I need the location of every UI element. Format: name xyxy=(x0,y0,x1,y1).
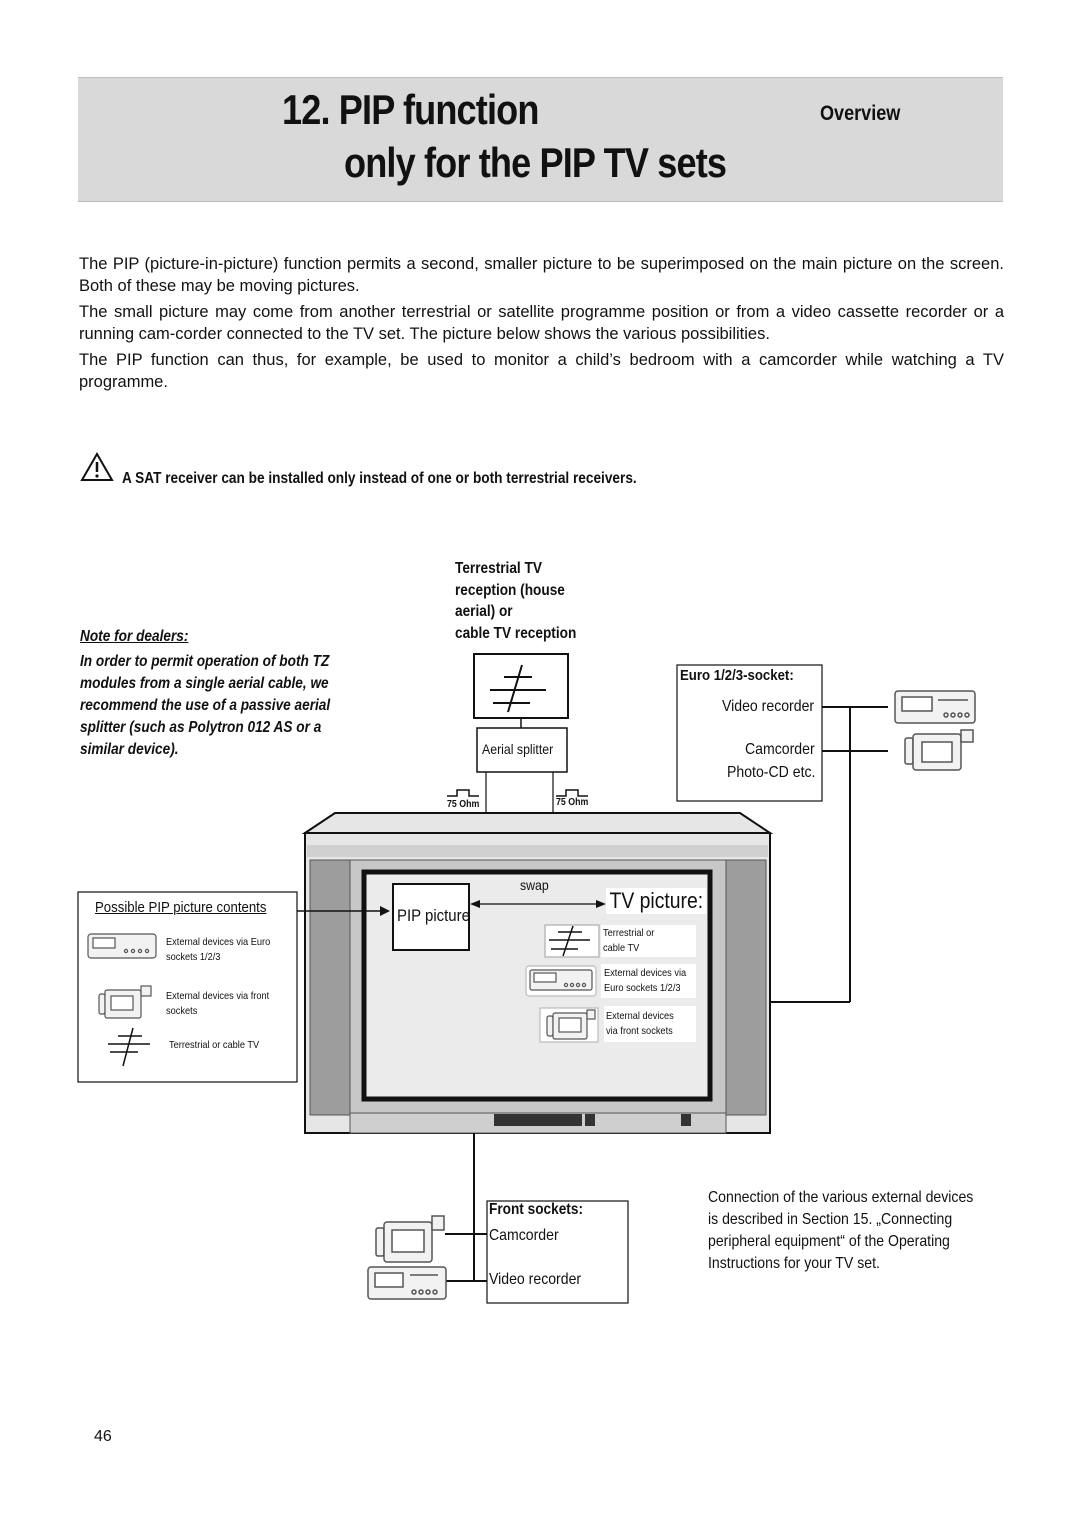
intro-paragraph-3: The PIP function can thus, for example, be used to monitor a child’s bedroom with a camcorder while watching a TV programme. xyxy=(79,351,1004,391)
terrestrial-label-line: cable TV reception xyxy=(455,624,577,642)
screen-label-line: via front sockets xyxy=(606,1025,673,1037)
camcorder-icon xyxy=(905,730,973,770)
screen-label-line: Terrestrial or xyxy=(603,927,655,939)
screen-label-line: cable TV xyxy=(603,942,640,954)
euro-video-recorder-label: Video recorder xyxy=(722,698,815,715)
screen-label-line: External devices xyxy=(606,1010,674,1022)
dealer-note-heading: Note for dealers: xyxy=(80,628,189,645)
screen-label-line: External devices via xyxy=(604,967,687,979)
tv-picture-label: TV picture: xyxy=(606,888,707,914)
terrestrial-icon xyxy=(545,925,599,957)
intro-paragraph-2: The small picture may come from another terrestrial or satellite programme position or from a video cassette recorder or a running cam-corder connected to the TV set. The picture below shows the various possibilities. xyxy=(79,303,1004,343)
pip-contents-euro-devices xyxy=(166,935,270,965)
euro-socket-heading: Euro 1/2/3-socket: xyxy=(680,667,794,684)
dealer-note-line: splitter (such as Polytron 012 AS or a xyxy=(80,719,322,736)
overview-label: Overview xyxy=(820,102,901,125)
euro-camcorder-label: Camcorder xyxy=(745,741,815,758)
euro-photo-cd-label: Photo-CD etc. xyxy=(727,764,816,781)
pip-picture-label: PIP picture xyxy=(397,906,470,925)
front-camcorder-label: Camcorder xyxy=(489,1227,559,1244)
swap-label: swap xyxy=(520,877,549,893)
connection-note-line: is described in Section 15. „Connecting xyxy=(708,1211,953,1228)
screen-euro-devices-label xyxy=(604,966,686,996)
video-recorder-icon xyxy=(526,966,596,996)
warning-text: A SAT receiver can be installed only instead of one or both terrestrial receivers. xyxy=(122,470,637,487)
video-recorder-icon xyxy=(895,691,975,723)
pip-contents-terrestrial: Terrestrial or cable TV xyxy=(169,1039,260,1051)
connection-note-line: peripheral equipment“ of the Operating xyxy=(708,1233,950,1250)
screen-label-line: Euro sockets 1/2/3 xyxy=(604,982,681,994)
ohm-right-label: 75 Ohm xyxy=(556,797,589,808)
pip-contents-line: External devices via front xyxy=(166,990,270,1002)
dealer-note-line: In order to permit operation of both TZ xyxy=(80,653,330,670)
pip-contents-heading: Possible PIP picture contents xyxy=(95,899,267,916)
dealer-note-line: recommend the use of a passive aerial xyxy=(80,697,331,714)
screen-front-devices-label xyxy=(606,1009,674,1039)
pip-contents-front-devices xyxy=(166,989,269,1019)
terrestrial-label-line: Terrestrial TV xyxy=(455,560,542,577)
pip-contents-line: sockets xyxy=(166,1005,198,1017)
connection-note-line: Connection of the various external devices xyxy=(708,1189,974,1206)
terrestrial-label-line: reception (house xyxy=(455,581,565,599)
ohm-left-label: 75 Ohm xyxy=(447,799,480,810)
page-number: 46 xyxy=(94,1428,112,1445)
pip-contents-line: sockets 1/2/3 xyxy=(166,951,221,963)
dealer-note-line: modules from a single aerial cable, we xyxy=(80,675,329,692)
dealer-note-line: similar device). xyxy=(80,741,179,758)
terrestrial-label-line: aerial) or xyxy=(455,603,513,620)
screen-terrestrial-label xyxy=(603,926,654,956)
connection-note xyxy=(708,1187,973,1275)
intro-paragraph-1: The PIP (picture-in-picture) function permits a second, smaller picture to be superimposed on the main picture on the screen. Both of these may be moving pictures. xyxy=(79,255,1004,295)
video-recorder-icon xyxy=(88,934,156,958)
camcorder-icon xyxy=(540,1008,598,1042)
front-video-recorder-label: Video recorder xyxy=(489,1271,582,1288)
pip-contents-line: External devices via Euro xyxy=(166,936,271,948)
front-sockets-heading: Front sockets: xyxy=(489,1201,583,1218)
video-recorder-icon xyxy=(368,1267,446,1299)
page-title-line1: 12. PIP function xyxy=(282,86,539,133)
page-title-line2: only for the PIP TV sets xyxy=(344,139,727,186)
camcorder-icon xyxy=(376,1216,444,1262)
connection-note-line: Instructions for your TV set. xyxy=(708,1255,880,1272)
aerial-splitter-label: Aerial splitter xyxy=(482,741,554,757)
